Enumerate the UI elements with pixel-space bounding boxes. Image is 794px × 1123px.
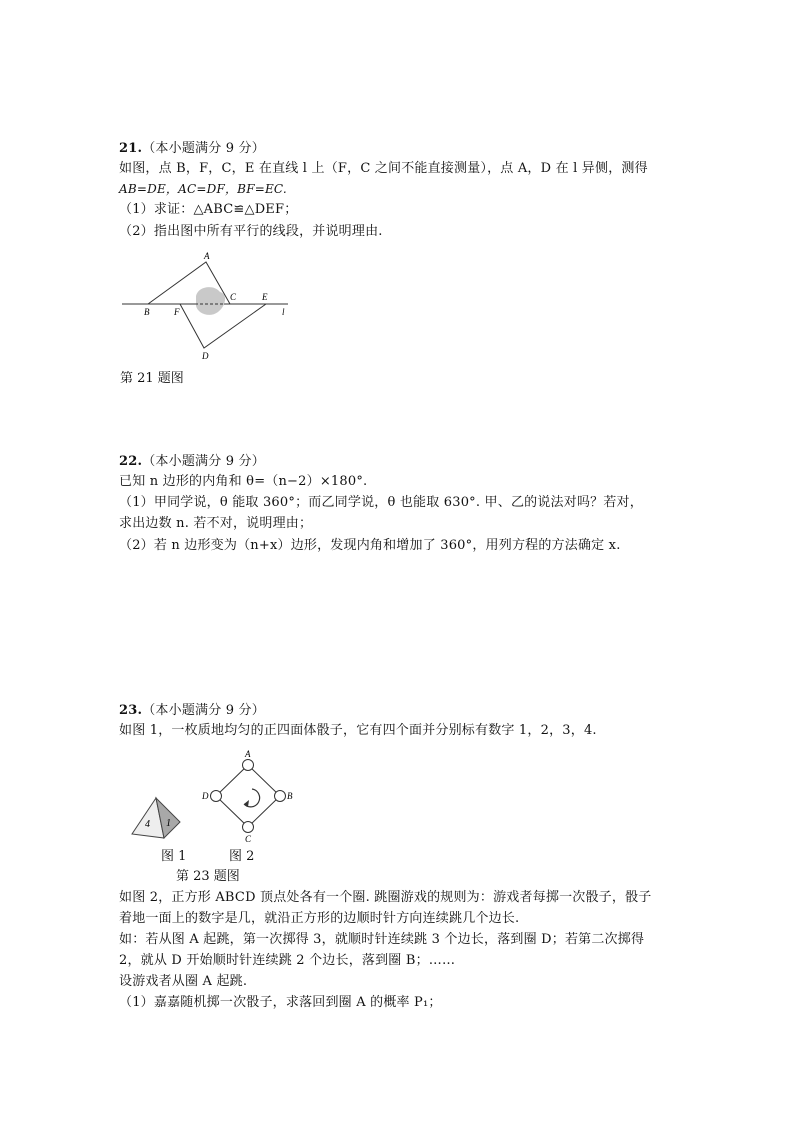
label-b: B: [144, 307, 150, 317]
circle-a: [243, 760, 254, 771]
q23-fig1-caption: 图 1: [161, 849, 187, 864]
q21-line2: AB=DE，AC=DF，BF=EC.: [119, 182, 287, 196]
shaded-region: [196, 287, 225, 315]
q21-figure: [118, 248, 298, 364]
label-l: l: [282, 307, 285, 317]
q22-number: 22.: [119, 454, 143, 469]
q21-line1: 如图，点 B，F，C，E 在直线 l 上（F，C 之间不能直接测量），点 A，D 在 l 异侧，测得: [119, 161, 648, 176]
q23-line1: 如图 1，一枚质地均匀的正四面体骰子，它有四个面并分别标有数字 1，2，3，4.: [119, 723, 597, 738]
q23-fig2-square: [200, 748, 296, 844]
q23-line3: 着地一面上的数字是几，就沿正方形的边顺时针方向连续跳几个边长.: [119, 911, 520, 926]
q23-number: 23.: [119, 703, 143, 718]
q22-score: （本小题满分 9 分）: [142, 454, 265, 469]
q23-line2: 如图 2，正方形 ABCD 顶点处各有一个圈. 跳圈游戏的规则为：游戏者每掷一次骰子，骰子: [119, 890, 652, 905]
q23-fig1-tetrahedron: [128, 794, 184, 842]
tetra-label-left: 4: [145, 819, 150, 830]
q21-part2: （2）指出图中所有平行的线段，并说明理由.: [119, 224, 383, 239]
q22-header-line: [119, 452, 265, 472]
label-e: E: [262, 292, 268, 302]
circle-c: [243, 822, 254, 833]
tetra-label-right: 1: [166, 818, 171, 829]
label-c: C: [245, 834, 252, 844]
triangle-def: [180, 304, 266, 348]
label-a: A: [204, 251, 210, 261]
q23-line4: 如：若从图 A 起跳，第一次掷得 3，就顺时针连续跳 3 个边长，落到圈 D；若第二次掷得: [119, 932, 645, 947]
q23-part1: （1）嘉嘉随机掷一次骰子，求落回到圈 A 的概率 P₁；: [119, 995, 442, 1010]
label-c: C: [230, 292, 237, 302]
label-d: D: [202, 351, 209, 361]
circle-d: [211, 791, 222, 802]
q21-figure-caption: 第 21 题图: [120, 371, 184, 386]
q23-line6: 设游戏者从圈 A 起跳.: [119, 974, 248, 989]
q22-line1: 已知 n 边形的内角和 θ=（n−2）×180°.: [119, 474, 368, 489]
q21-number: 21.: [119, 141, 143, 156]
label-f: F: [174, 307, 180, 317]
label-d: D: [202, 791, 209, 801]
q23-header-line: [119, 701, 265, 721]
label-a: A: [245, 749, 251, 759]
q21-header-line: [119, 139, 265, 159]
q23-fig2-caption: 图 2: [229, 849, 255, 864]
q22-part2: （2）若 n 边形变为（n+x）边形，发现内角和增加了 360°，用列方程的方法确定 x.: [119, 538, 621, 553]
q23-figure-caption: 第 23 题图: [176, 869, 240, 884]
q21-score: （本小题满分 9 分）: [142, 141, 265, 156]
circle-b: [275, 791, 286, 802]
q23-line5: 2，就从 D 开始顺时针连续跳 2 个边长，落到圈 B；……: [119, 953, 456, 968]
square-abcd: [216, 765, 280, 827]
q23-score: （本小题满分 9 分）: [142, 703, 265, 718]
q22-part1-line2: 求出边数 n. 若不对，说明理由；: [119, 516, 313, 531]
q22-part1-line1: （1）甲同学说，θ 能取 360°；而乙同学说，θ 也能取 630°. 甲、乙的说法对吗？若对，: [119, 495, 643, 510]
label-b: B: [287, 791, 293, 801]
q21-part1: （1）求证：△ABC≌△DEF；: [119, 202, 298, 217]
